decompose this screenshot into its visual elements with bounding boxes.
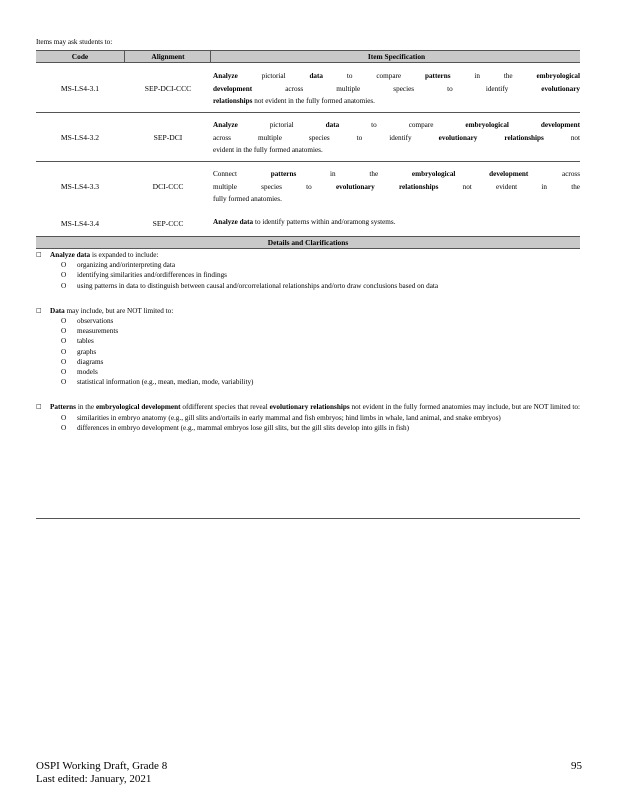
details-sub-text: observations (77, 317, 114, 326)
circle-bullet-icon: O (61, 281, 67, 290)
bold-term: evolutionary (541, 84, 580, 93)
bold-term: development (213, 84, 253, 93)
circle-bullet-icon: O (61, 261, 67, 270)
details-sub-item (61, 336, 580, 346)
circle-bullet-icon: O (61, 317, 67, 326)
details-section-title (50, 306, 580, 316)
details-sub-text: tables (77, 337, 94, 346)
bold-term: patterns (424, 72, 451, 80)
bold-term: Analyze (50, 251, 75, 259)
row-divider (36, 161, 580, 162)
spec-line (213, 144, 580, 157)
bold-term: Analyze (213, 218, 238, 226)
row-specification (213, 70, 580, 108)
row-divider (36, 112, 580, 113)
row-specification (213, 119, 580, 157)
bold-term: data (309, 72, 324, 80)
details-list (36, 250, 580, 433)
details-section (36, 402, 580, 433)
header-divider (210, 51, 211, 62)
bold-term: relationships (398, 182, 439, 191)
circle-bullet-icon: O (61, 337, 67, 346)
details-sub-item (61, 413, 580, 423)
details-sub-item (61, 260, 580, 270)
bold-term: development (540, 121, 581, 129)
bold-term: patterns (270, 170, 297, 178)
details-section (36, 250, 580, 291)
details-sub-text: using patterns in data to distinguish between causal and/orcorrelational relationships and/orto draw conclusions based on data (77, 281, 439, 290)
text-run (509, 121, 541, 129)
details-sub-item (61, 316, 580, 326)
text-run: to identify patterns within and/oramong systems. (253, 218, 396, 226)
details-bottom-rule (36, 518, 580, 519)
text-run: in the (75, 403, 96, 412)
details-section-title (50, 402, 580, 412)
text-run: may include, but are NOT limited to: (64, 306, 174, 315)
bold-term: embryological development (95, 403, 181, 412)
checkbox-bullet-icon: □ (36, 403, 42, 411)
text-run: multiple species to (213, 182, 336, 191)
text-run: not evident in the (438, 182, 580, 191)
bold-term: embryological (411, 170, 456, 178)
text-run: to compare (323, 72, 425, 80)
bold-term: relationships (213, 97, 253, 105)
bold-term: relationships (504, 133, 544, 142)
details-sub-item (61, 377, 580, 387)
text-run: to compare (339, 121, 466, 129)
circle-bullet-icon: O (61, 413, 67, 422)
details-sub-item (61, 281, 580, 291)
bold-term: embryological (536, 72, 580, 80)
details-sub-text: similarities in embryo anatomy (e.g., gill slits and/ortails in early mammal and fish embryos; hind limbs in whale, land animal, and snake embryos) (77, 413, 501, 422)
text-run: not evident in the fully formed anatomies. (252, 97, 375, 105)
details-section (36, 306, 580, 388)
page-number: 95 (571, 760, 582, 772)
details-sub-item (61, 423, 580, 433)
spec-line (213, 83, 580, 96)
spec-line (213, 216, 580, 229)
bold-term: evolutionary relationships (269, 403, 350, 412)
text-run: evident in the fully formed anatomies. (213, 146, 323, 154)
header-divider (124, 51, 125, 62)
details-body (36, 250, 580, 448)
text-run: across multiple species to identify (252, 84, 542, 93)
text-run: is expanded to include: (90, 251, 159, 259)
checkbox-bullet-icon: □ (36, 306, 42, 314)
spec-line (213, 168, 580, 181)
footer-draft-label: OSPI Working Draft, Grade 8 (36, 760, 168, 772)
text-run: across multiple species to identify (213, 133, 439, 142)
bold-term: Analyze (213, 121, 238, 129)
details-section-head (36, 306, 580, 316)
bold-term: Analyze (213, 72, 238, 80)
details-header (36, 236, 580, 249)
row-alignment: DCI-CCC (152, 182, 184, 191)
row-alignment: SEP-DCI-CCC (144, 84, 192, 93)
bold-term: development (489, 170, 529, 178)
text-run (375, 183, 399, 191)
text-run: fully formed anatomies. (213, 195, 282, 203)
spec-line (213, 132, 580, 145)
circle-bullet-icon: O (61, 357, 67, 366)
details-sub-text: graphs (77, 347, 97, 356)
footer-edited-label: Last edited: January, 2021 (36, 773, 152, 785)
row-specification (213, 168, 580, 206)
text-run: in the (450, 72, 537, 80)
bold-term: data (239, 218, 254, 226)
details-sub-item (61, 347, 580, 357)
spec-line (213, 119, 580, 132)
text-run: pictorial (237, 72, 310, 80)
bold-term: Data (50, 306, 65, 315)
row-specification (213, 216, 580, 229)
text-run (455, 170, 489, 178)
details-sub-item (61, 270, 580, 280)
spec-line (213, 70, 580, 83)
bold-term: Patterns (50, 403, 76, 412)
header-alignment: Alignment (151, 52, 185, 61)
row-code: MS-LS4-3.1 (60, 84, 100, 93)
details-header-label: Details and Clarifications (267, 238, 349, 247)
details-sub-text: identifying similarities and/ordifferences in findings (77, 271, 227, 280)
text-run: Connect (213, 170, 271, 178)
details-section-head (36, 250, 580, 260)
bold-term: evolutionary (335, 182, 375, 191)
spec-line (213, 95, 580, 108)
footer-info (36, 760, 167, 786)
details-section-head (36, 402, 580, 412)
bold-term: evolutionary (438, 133, 478, 142)
bold-term: data (76, 251, 91, 259)
intro-text: Items may ask students to: (36, 38, 113, 46)
circle-bullet-icon: O (61, 368, 67, 377)
details-section-title (50, 250, 580, 260)
details-sub-item (61, 357, 580, 367)
header-item-specification: Item Specification (367, 52, 426, 61)
text-run: ofdifferent species that reveal (180, 403, 270, 412)
text-run: not evident in the fully formed anatomies may include, but are NOT limited to: (349, 403, 581, 412)
text-run: across (528, 170, 581, 178)
details-sub-text: organizing and/orinterpreting data (77, 261, 176, 270)
text-run: in the (296, 170, 412, 178)
details-sub-item (61, 326, 580, 336)
table-header (36, 50, 580, 63)
row-code: MS-LS4-3.3 (60, 182, 100, 191)
text-run: not (543, 133, 581, 142)
circle-bullet-icon: O (61, 347, 67, 356)
row-alignment: SEP-CCC (152, 219, 184, 228)
spec-line (213, 193, 580, 206)
details-sub-text: diagrams (77, 357, 104, 366)
circle-bullet-icon: O (61, 327, 67, 336)
circle-bullet-icon: O (61, 423, 67, 432)
spec-line (213, 181, 580, 194)
header-code: Code (71, 52, 89, 61)
details-sub-text: statistical information (e.g., mean, median, mode, variability) (77, 378, 254, 387)
row-code: MS-LS4-3.2 (60, 133, 100, 142)
circle-bullet-icon: O (61, 271, 67, 280)
bold-term: data (325, 121, 340, 129)
bold-term: embryological (465, 121, 509, 129)
row-code: MS-LS4-3.4 (60, 219, 100, 228)
circle-bullet-icon: O (61, 378, 67, 387)
details-sub-text: measurements (77, 327, 119, 336)
text-run (477, 134, 504, 142)
details-sub-item (61, 367, 580, 377)
details-sub-text: models (77, 368, 98, 377)
text-run: pictorial (237, 121, 326, 129)
row-alignment: SEP-DCI (153, 133, 183, 142)
details-sub-text: differences in embryo development (e.g., mammal embryos lose gill slits, but the gill slits develop into gills in fish) (77, 423, 410, 432)
checkbox-bullet-icon: □ (36, 251, 42, 258)
